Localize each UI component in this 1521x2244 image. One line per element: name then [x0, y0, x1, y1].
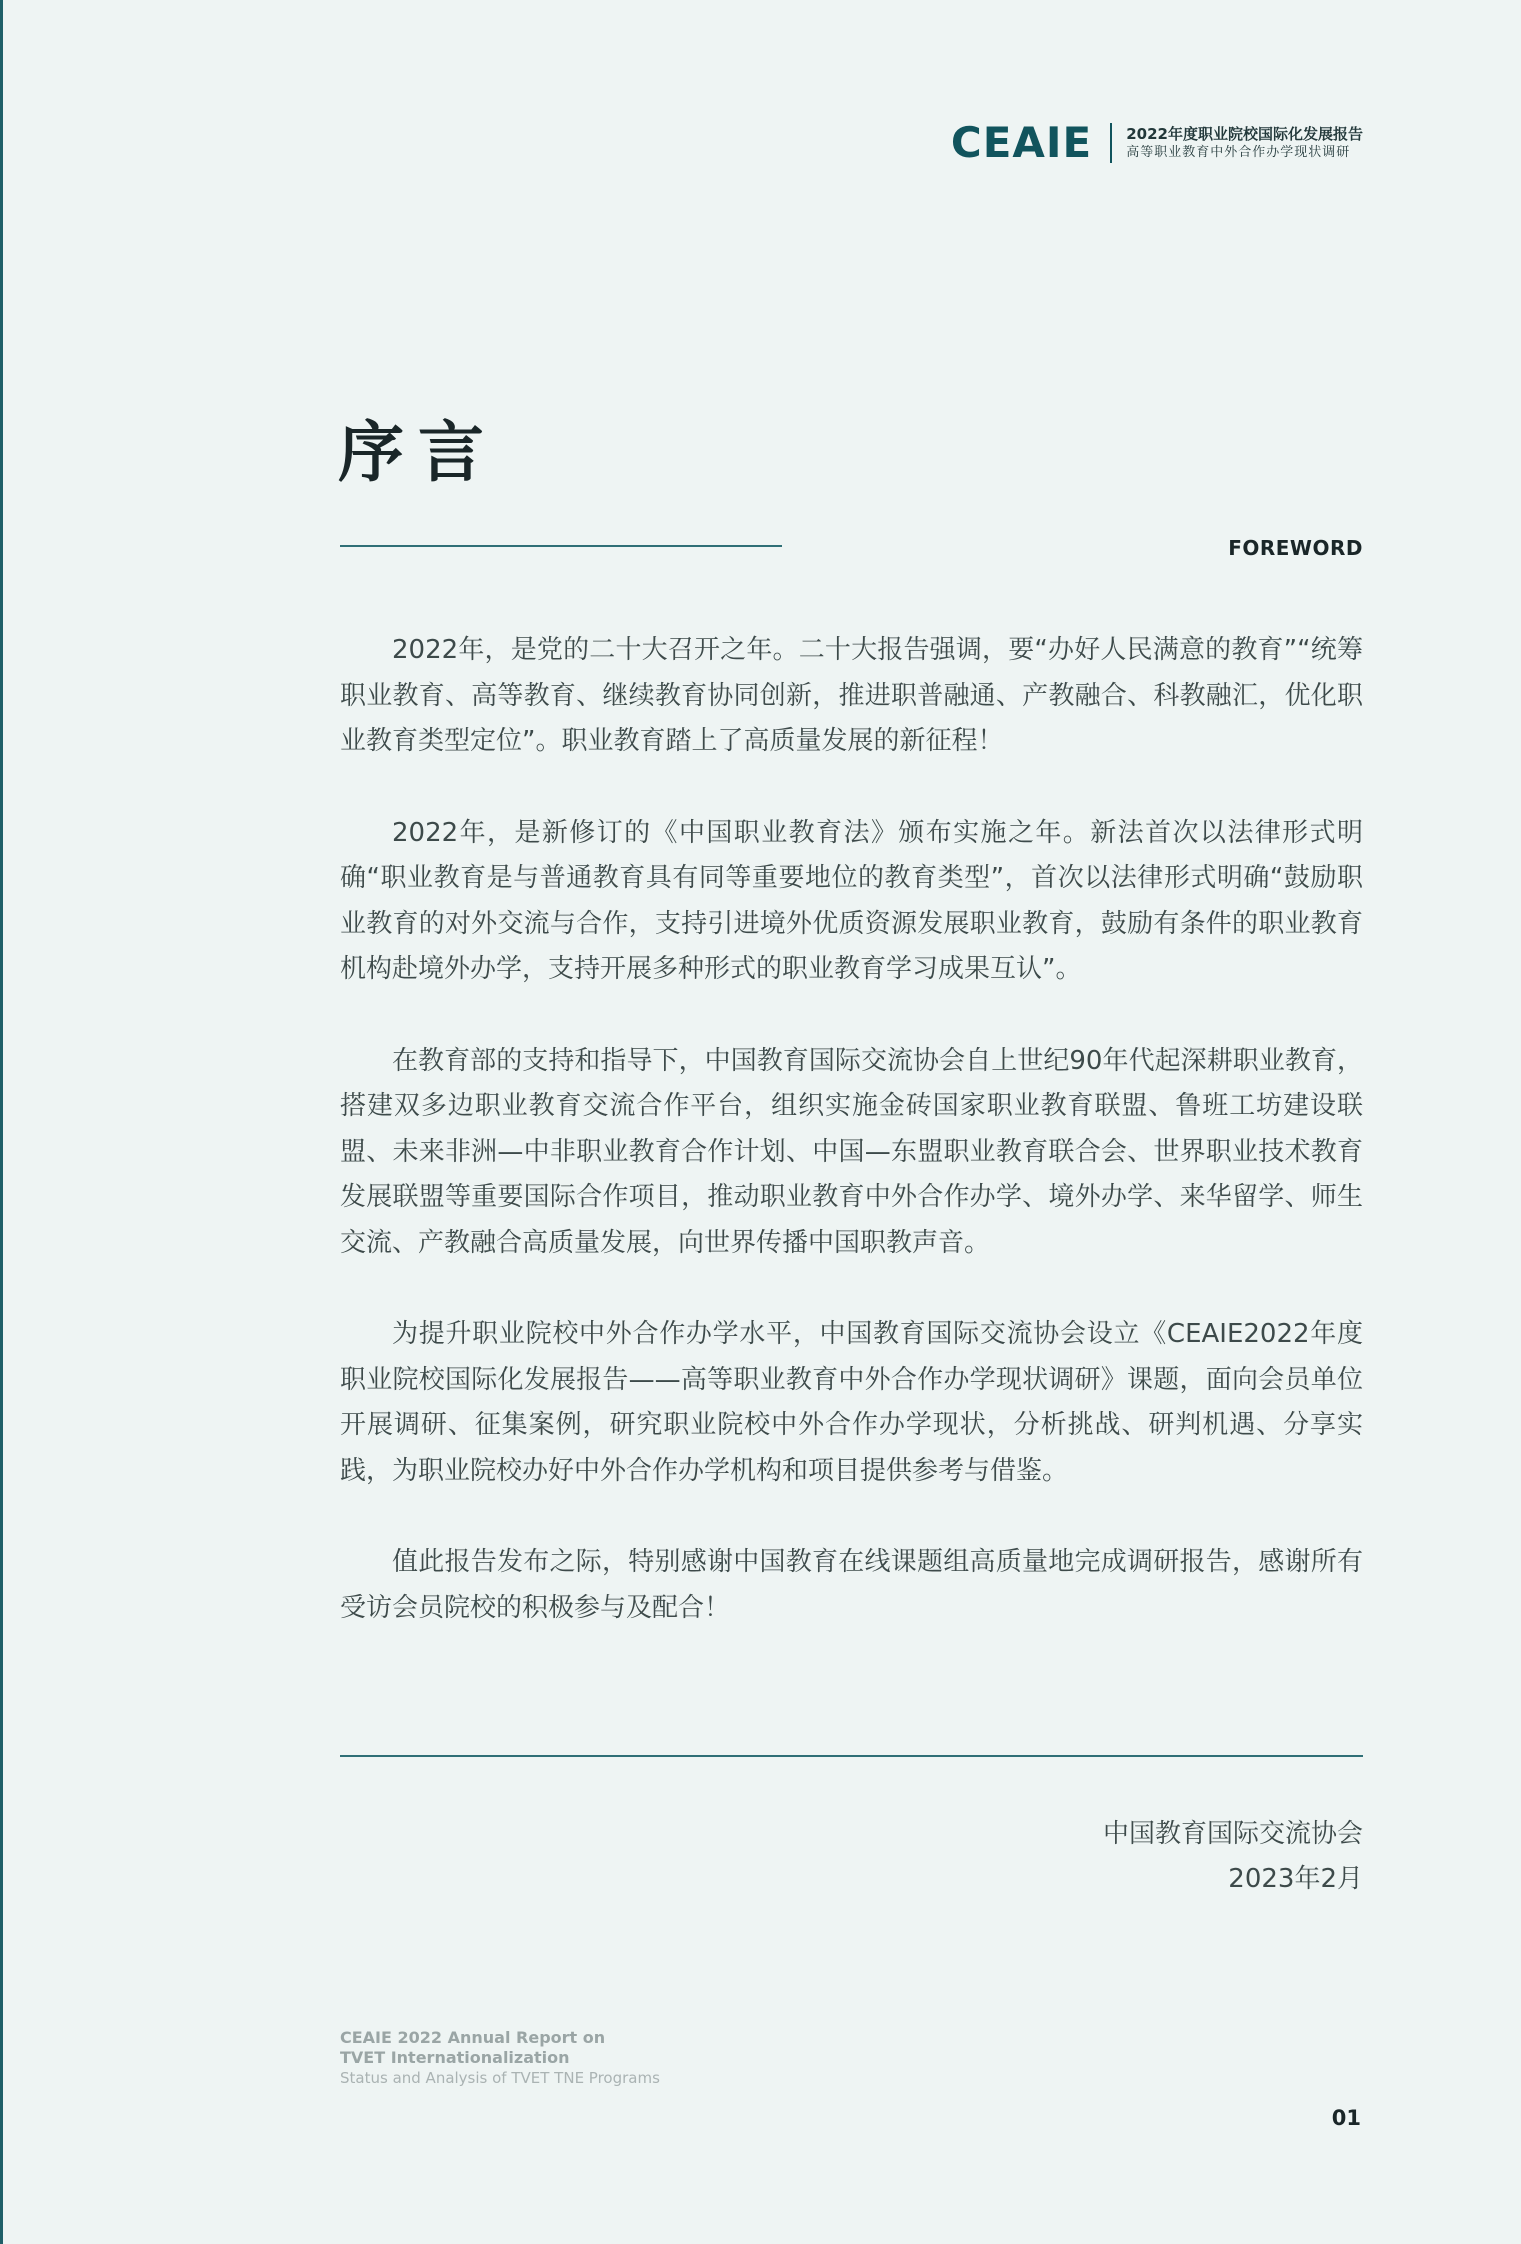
page-number: 01: [1331, 2106, 1361, 2130]
paragraph: 在教育部的支持和指导下，中国教育国际交流协会自上世纪90年代起深耕职业教育，搭建双多边职业教育交流合作平台，组织实施金砖国家职业教育联盟、鲁班工坊建设联盟、未来非洲—中非职业教育合作计划、中国—东盟职业教育联合会、世界职业技术教育发展联盟等重要国际合作项目，推动职业教育中外合作办学、境外办学、来华留学、师生交流、产教融合高质量发展，向世界传播中国职教声音。: [340, 1045, 1363, 1258]
signature-date: 2023年2月: [1228, 1864, 1363, 1894]
title-underline: [340, 545, 782, 547]
footer-line-2: TVET Internationalization: [340, 2048, 570, 2067]
brand-logo: CEAIE: [950, 118, 1093, 167]
paragraph: 2022年，是党的二十大召开之年。二十大报告强调，要“办好人民满意的教育”“统筹职业教育、高等教育、继续教育协同创新，推进职普融通、产教融合、科教融汇，优化职业教育类型定位”。职业教育踏上了高质量发展的新征程！: [340, 635, 1363, 756]
foreword-body: [340, 628, 1363, 1677]
page-footer: [340, 2028, 660, 2089]
signature-org: 中国教育国际交流协会: [1102, 1819, 1363, 1849]
paragraph: 2022年，是新修订的《中国职业教育法》颁布实施之年。新法首次以法律形式明确“职业教育是与普通教育具有同等重要地位的教育类型”，首次以法律形式明确“鼓励职业教育的对外交流与合作，支持引进境外优质资源发展职业教育，鼓励有条件的职业教育机构赴境外办学，支持开展多种形式的职业教育学习成果互认”。: [340, 817, 1363, 984]
section-label: FOREWORD: [1228, 536, 1363, 560]
signature-divider: [340, 1755, 1363, 1757]
report-subtitle: 高等职业教育中外合作办学现状调研: [1126, 145, 1351, 160]
header-divider: [1110, 123, 1112, 163]
page-edge: [0, 0, 3, 2244]
page-header: [950, 118, 1363, 167]
signature-block: [1103, 1812, 1363, 1902]
paragraph: 为提升职业院校中外合作办学水平，中国教育国际交流协会设立《CEAIE2022年度职业院校国际化发展报告——高等职业教育中外合作办学现状调研》课题，面向会员单位开展调研、征集案例，研究职业院校中外合作办学现状，分析挑战、研判机遇、分享实践，为职业院校办好中外合作办学机构和项目提供参考与借鉴。: [340, 1319, 1363, 1486]
footer-line-3: Status and Analysis of TVET TNE Programs: [340, 2069, 660, 2087]
paragraph: 值此报告发布之际，特别感谢中国教育在线课题组高质量地完成调研报告，感谢所有受访会员院校的积极参与及配合！: [340, 1547, 1363, 1623]
report-title: 2022年度职业院校国际化发展报告: [1126, 125, 1363, 143]
page-title: 序言: [338, 414, 498, 491]
header-subtitle: [1126, 125, 1363, 161]
footer-line-1: CEAIE 2022 Annual Report on: [340, 2028, 606, 2047]
